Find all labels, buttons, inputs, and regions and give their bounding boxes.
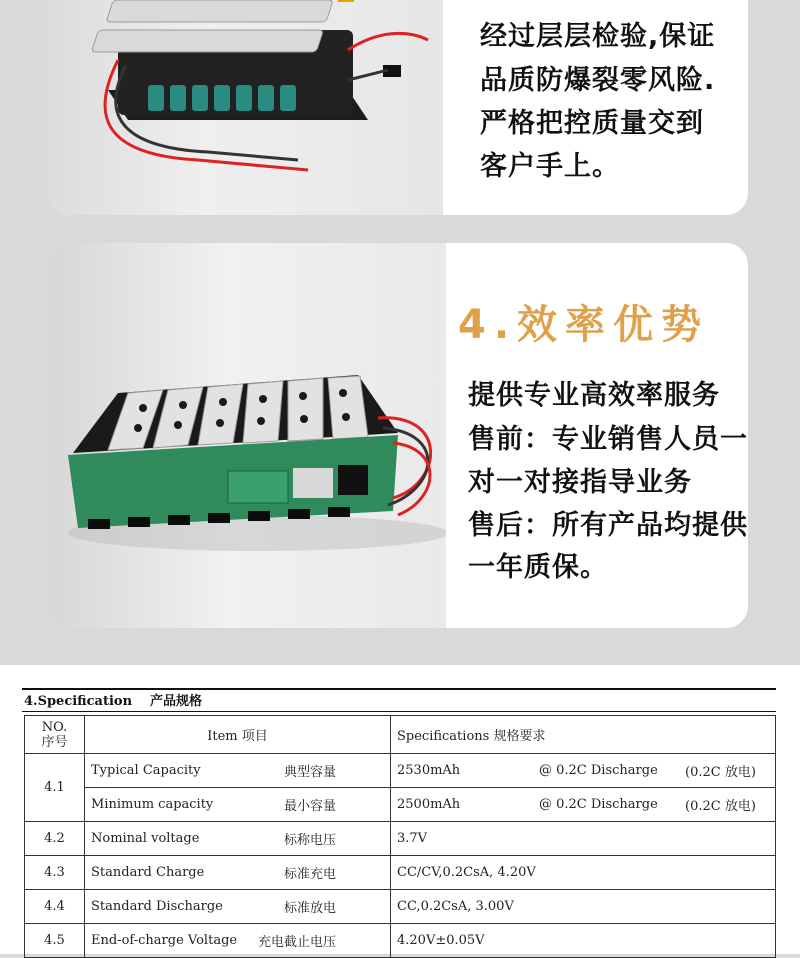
row-item-cn: 标准放电 (283, 901, 336, 916)
row-item-en: Standard Charge (91, 865, 205, 880)
table-row (25, 856, 776, 890)
row-condition: @ 0.2C Discharge (539, 763, 658, 778)
row-item-cn: 典型容量 (283, 765, 336, 780)
table-row (25, 822, 776, 856)
row-item-en: End-of-charge Voltage (91, 933, 238, 948)
row-spec (391, 754, 776, 788)
header-item: Item 项目 (85, 716, 391, 754)
row-item (85, 924, 391, 958)
spec-title (24, 690, 202, 709)
row-item-cn: 标准充电 (283, 867, 336, 882)
row-item-en: Minimum capacity (91, 797, 214, 812)
row-value: 2530mAh (397, 763, 461, 778)
row-condition-cn: (0.2C 放电) (685, 799, 756, 814)
header-no (25, 716, 85, 754)
efficiency-line-1: 提供专业高效率服务 (468, 380, 720, 411)
row-item (85, 754, 391, 788)
spec-title-cn: 产品规格 (150, 694, 203, 709)
table-row (25, 788, 776, 822)
row-spec (391, 788, 776, 822)
row-item-en: Nominal voltage (91, 831, 200, 846)
row-value: 2500mAh (397, 797, 461, 812)
top-feature-card (48, 0, 748, 215)
row-spec: CC/CV,0.2CsA, 4.20V (391, 856, 776, 890)
top-card-line-1: 经过层层检验,保证 (480, 21, 716, 52)
efficiency-line-5: 一年质保。 (468, 552, 608, 583)
row-no: 4.5 (25, 924, 85, 958)
row-item (85, 890, 391, 924)
battery-pack-illustration-top (48, 0, 443, 215)
spec-header-row (25, 716, 776, 754)
efficiency-heading: 4.效率优势 (458, 302, 710, 348)
spec-title-en: 4.Specification (24, 694, 133, 709)
row-item-en: Typical Capacity (91, 763, 201, 778)
row-item-cn: 最小容量 (283, 799, 336, 814)
battery-pack-photo-mid (48, 243, 446, 628)
efficiency-line-3: 对一对接指导业务 (468, 467, 692, 498)
row-item-en: Standard Discharge (91, 899, 223, 914)
row-spec: CC,0.2CsA, 3.00V (391, 890, 776, 924)
header-no-en: NO. (41, 719, 68, 735)
row-no: 4.4 (25, 890, 85, 924)
row-condition: @ 0.2C Discharge (539, 797, 658, 812)
spec-table (24, 715, 776, 958)
efficiency-line-4: 售后：所有产品均提供 (468, 510, 748, 541)
row-spec: 3.7V (391, 822, 776, 856)
row-item-cn: 标称电压 (283, 833, 336, 848)
efficiency-feature-card (48, 243, 748, 628)
row-no: 4.3 (25, 856, 85, 890)
row-item-cn: 充电截止电压 (257, 935, 336, 950)
row-condition-cn: (0.2C 放电) (685, 765, 756, 780)
efficiency-text (468, 243, 748, 628)
table-row (25, 754, 776, 788)
top-card-line-4: 客户手上。 (480, 151, 620, 182)
row-no: 4.1 (25, 754, 85, 822)
top-card-line-2: 品质防爆裂零风险. (480, 65, 716, 96)
battery-pack-illustration-mid (48, 243, 446, 628)
table-row (25, 924, 776, 958)
row-no: 4.2 (25, 822, 85, 856)
top-card-text (480, 0, 748, 215)
specification-document (0, 665, 800, 954)
doc-sub-rule (22, 711, 776, 712)
row-item (85, 856, 391, 890)
header-spec: Specifications 规格要求 (391, 716, 776, 754)
row-item (85, 788, 391, 822)
header-no-cn: 序号 (41, 734, 68, 750)
table-row (25, 890, 776, 924)
row-item (85, 822, 391, 856)
top-card-line-3: 严格把控质量交到 (480, 108, 704, 139)
battery-pack-photo-top (48, 0, 443, 215)
efficiency-line-2: 售前：专业销售人员一 (468, 424, 748, 455)
row-spec: 4.20V±0.05V (391, 924, 776, 958)
